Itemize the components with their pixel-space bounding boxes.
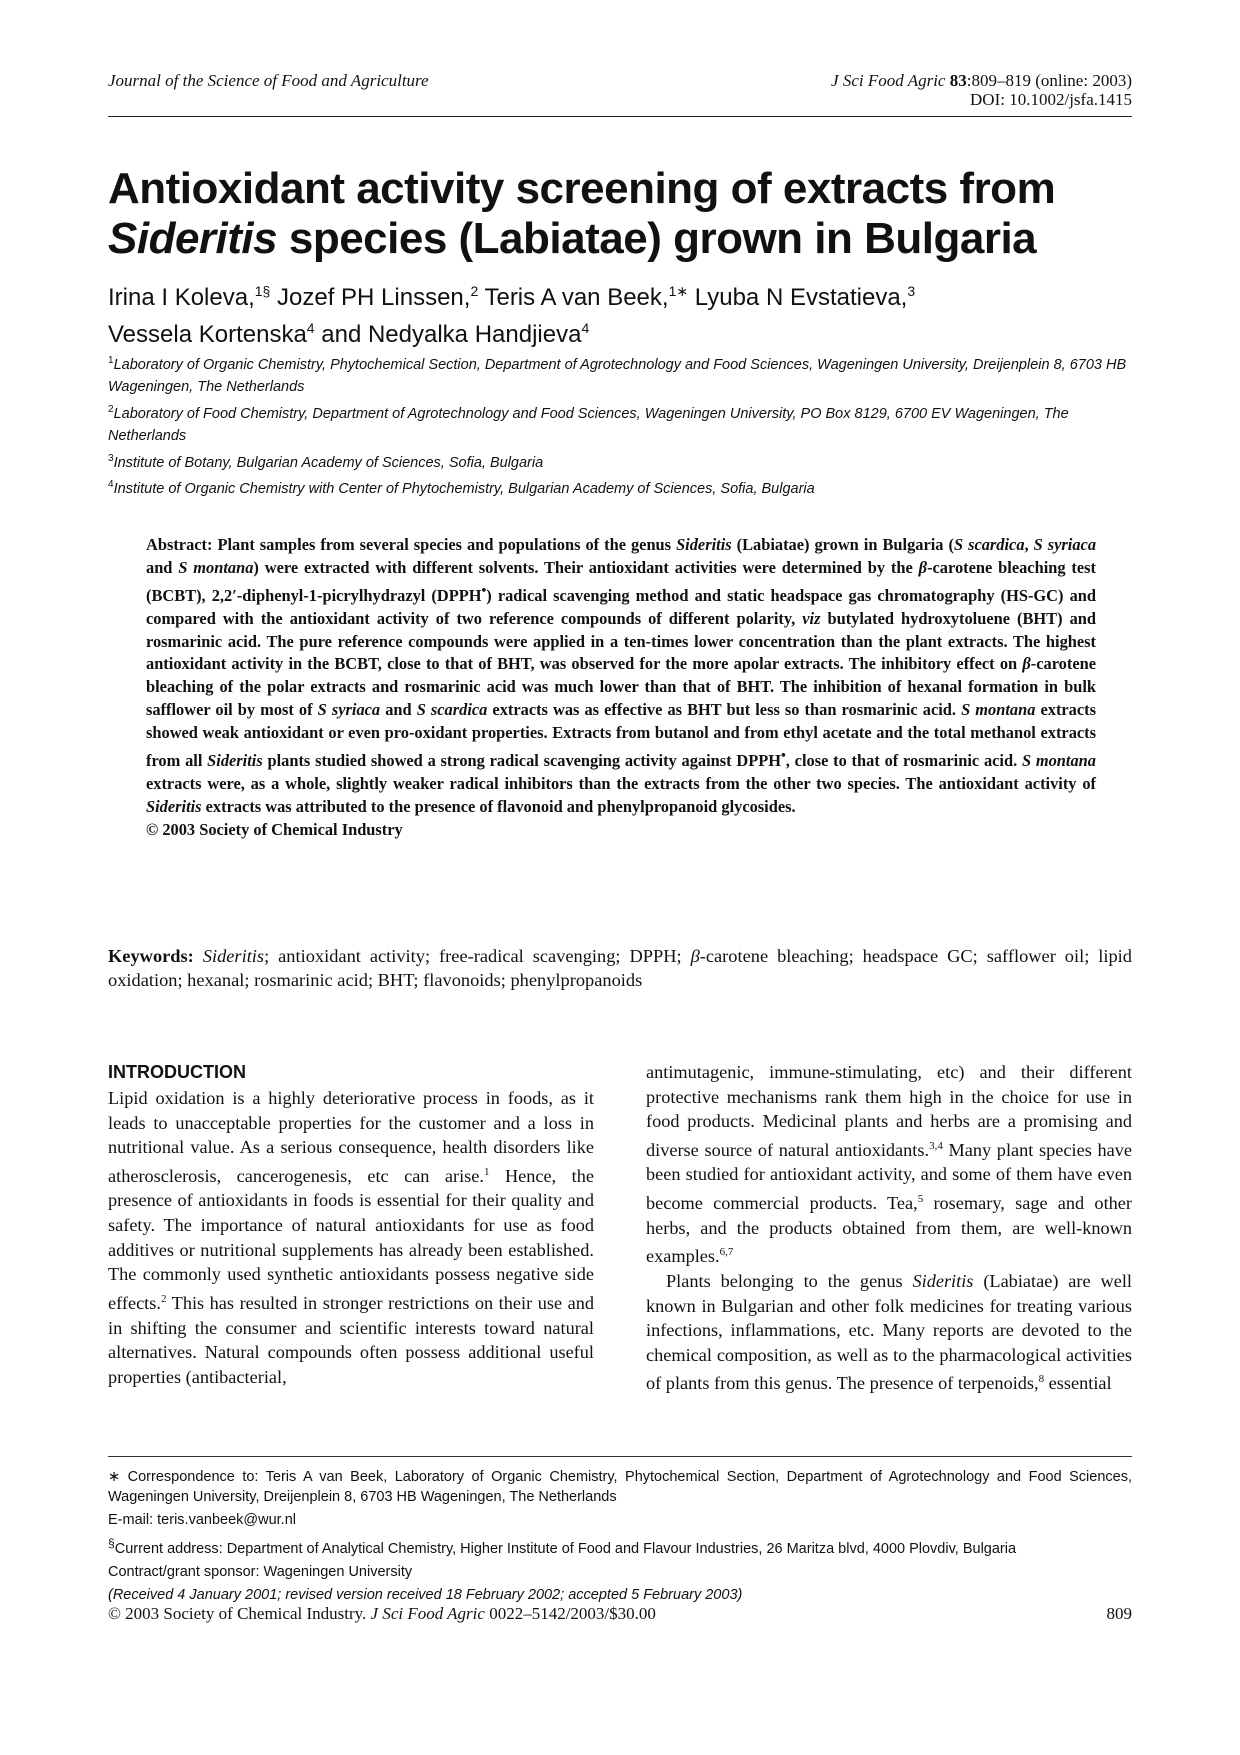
current-address-note: §Current address: Department of Analytical Chemistry, Higher Institute of Food and Flavour Industries, 26 Maritza blvd, 4000 Plovdiv, Bulgaria <box>108 1536 1017 1557</box>
section-heading-introduction: INTRODUCTION <box>108 1062 246 1082</box>
abstract-body <box>146 534 1096 819</box>
author-2: Jozef PH Linssen,$^2$ <box>270 283 479 311</box>
citation-block <box>831 71 1132 109</box>
journal-name: Journal of the Science of Food and Agriculture <box>108 71 429 90</box>
author-5: Vessela Kortenska$^4$ <box>108 320 315 348</box>
correspondence-note: ∗ Correspondence to: Teris A van Beek, Laboratory of Organic Chemistry, Phytochemical Section, Department of Agrotechnology and Food Sciences, Wageningen University, Dreijenplein 8, 6703 HB Wageningen, The Netherlands <box>108 1469 1132 1505</box>
abstract-text: Plant samples from several species and populations of the genus Sideritis (Labiatae) grown in Bulgaria (S scardica, S syriaca and S montana) were extracted with different solvents. Their antioxidant activities were determined by the β-carotene bleaching test (BCBT), 2,2′-diphenyl-1-picrylhydrazyl (DPPH•) radical scavenging method and static headspace gas chromatography (HS-GC) and compared with the antioxidant activity of two reference compounds of different polarity, viz butylated hydroxytoluene (BHT) and rosmarinic acid. The pure reference compounds were applied in a ten-times lower concentration than the plant extracts. The highest antioxidant activity in the BCBT, close to that of BHT, was observed for the more apolar extracts. The inhibitory effect on β-carotene bleaching of the polar extracts and rosmarinic acid was much lower than that of BHT. The inhibition of hexanal formation in bulk safflower oil by most of S syriaca and S scardica extracts was as effective as BHT but less so than rosmarinic acid. S montana extracts showed weak antioxidant or even pro-oxidant properties. Extracts from butanol and from ethyl acetate and the total methanol extracts from all Sideritis plants studied showed a strong radical scavenging activity against DPPH•, close to that of rosmarinic acid. S montana extracts were, as a whole, slightly weaker radical inhibitors than the extracts from the other two species. The antioxidant activity of Sideritis extracts was attributed to the presence of flavonoid and phenylpropanoid glycosides. <box>146 535 1097 816</box>
column-right <box>646 1060 1132 1396</box>
intro-paragraph-2: Plants belonging to the genus Sideritis (Labiatae) are well known in Bulgarian and other folk medicines for treating various infections, inflammations, etc. Many reports are devoted to the chemical composition, as well as to the pharmacological activities of plants from this genus. The presence of terpenoids,$^8$ essential <box>646 1271 1132 1394</box>
footnotes <box>108 1456 1132 1608</box>
intro-paragraph-1-continued: antimutagenic, immune-stimulating, etc) and their different protective mechanisms rank them high in the choice for use in food products. Medicinal plants and herbs are a promising and diverse source of natural antioxidants.$^{3,4}$ Many plant species have been studied for antioxidant activity, and some of them have even become commercial products. Tea,$^5$ rosemary, sage and other herbs, and the products obtained from them, are well-known examples.$^{6,7}$ <box>646 1062 1132 1267</box>
keywords-list: Sideritis; antioxidant activity; free-radical scavenging; DPPH; β-carotene bleaching; headspace GC; safflower oil; lipid oxidation; hexanal; rosmarinic acid; BHT; flavonoids; phenylpropanoids <box>108 946 1132 990</box>
abstract <box>146 534 1096 841</box>
footer-citation: © 2003 Society of Chemical Industry. J Sci Food Agric 0022–5142/2003/$30.00 <box>108 1604 656 1623</box>
author-list <box>108 276 1132 350</box>
affiliation-4: $^4$Institute of Organic Chemistry with Center of Phytochemistry, Bulgarian Academy of Sciences, Sofia, Bulgaria <box>108 478 815 497</box>
author-1: Irina I Koleva,$^{1\S}$ <box>108 283 271 311</box>
page-footer <box>108 1604 1132 1624</box>
sponsor-note: Contract/grant sponsor: Wageningen University <box>108 1563 413 1580</box>
title-genus: Sideritis <box>108 214 278 263</box>
title-rest: species (Labiatae) grown in Bulgaria <box>277 214 1037 263</box>
author-6: and Nedyalka Handjieva$^4$ <box>314 320 590 348</box>
doi[interactable]: DOI: 10.1002/jsfa.1415 <box>970 90 1132 109</box>
author-4: Lyuba N Evstatieva,$^3$ <box>688 283 916 311</box>
received-dates: (Received 4 January 2001; revised version received 18 February 2002; accepted 5 February 2003) <box>108 1586 743 1603</box>
citation-pages: :809–819 <box>966 71 1031 90</box>
intro-paragraph-1: Lipid oxidation is a highly deteriorative process in foods, as it leads to unacceptable properties for the customer and a loss in nutritional value. As a serious consequence, health disorders like atherosclerosis, cancerogenesis, etc can arise.$^1$ Hence, the presence of antioxidants in foods is essential for their quality and safety. The importance of natural antioxidants for use as food additives or nutritional supplements has already been established. The commonly used synthetic antioxidants possess negative side effects.$^2$ This has resulted in stronger restrictions on their use and in shifting the consumer and scientific interests toward natural alternatives. Natural compounds often possess additional useful properties (antibacterial, <box>108 1088 594 1387</box>
article-title <box>108 164 1132 264</box>
author-3: Teris A van Beek,$^{1∗}$ <box>478 283 689 311</box>
keywords <box>108 944 1132 992</box>
email-note[interactable]: E-mail: teris.vanbeek@wur.nl <box>108 1512 296 1528</box>
title-line-2 <box>108 214 1132 264</box>
abstract-label: Abstract: <box>146 535 213 554</box>
running-header <box>108 68 1132 117</box>
citation-volume: 83 <box>949 71 967 90</box>
keywords-label: Keywords: <box>108 946 194 966</box>
citation-journal: J Sci Food Agric <box>831 71 946 90</box>
title-line-1: Antioxidant activity screening of extracts from <box>108 164 1056 213</box>
affiliation-1: $^1$Laboratory of Organic Chemistry, Phytochemical Section, Department of Agrotechnology and Food Sciences, Wageningen University, Dreijenplein 8, 6703 HB Wageningen, The Netherlands <box>108 355 1127 396</box>
affiliation-3: $^3$Institute of Botany, Bulgarian Academy of Sciences, Sofia, Bulgaria <box>108 452 544 471</box>
abstract-copyright: © 2003 Society of Chemical Industry <box>146 819 403 839</box>
affiliations <box>108 350 1132 500</box>
column-left <box>108 1060 594 1389</box>
affiliation-2: $^2$Laboratory of Food Chemistry, Department of Agrotechnology and Food Sciences, Wageningen University, PO Box 8129, 6700 EV Wageningen, The Netherlands <box>108 403 1069 445</box>
page-number: 809 <box>1106 1604 1132 1623</box>
citation-online: (online: 2003) <box>1035 71 1132 90</box>
